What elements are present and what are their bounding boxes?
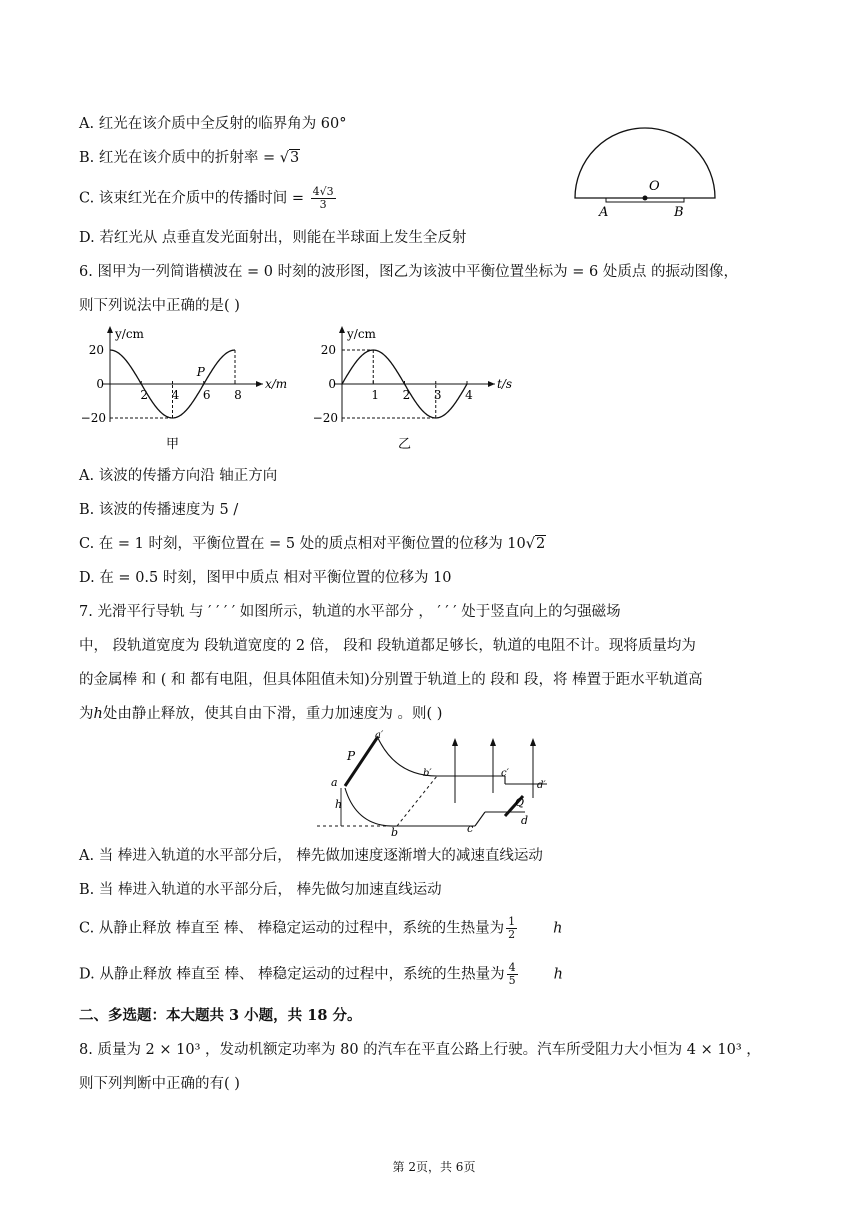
q6-stem-line1: 6. 图甲为一列简谐横波在 = 0 时刻的波形图，图乙为该波中平衡位置坐标为 = 6 处质点 的振动图像， [79, 264, 738, 280]
fraction-numerator: 4 [508, 961, 516, 974]
y-axis-arrow [107, 326, 113, 333]
q5-option-c-prefix: C. 该束红光在介质中的传播时间 [79, 190, 292, 207]
label-h: h [335, 798, 343, 811]
point-p-label: P [196, 365, 205, 379]
q7-stem-line2: 中， 段轨道宽度为 段轨道宽度的 2 倍， 段和 段轨道都足够长，轨道的电阻不计。现将质量均为 [79, 638, 696, 654]
q7-option-d-h: h [553, 966, 563, 983]
label-b: b [391, 826, 399, 839]
y-tick-label: 0 [96, 377, 104, 391]
dashed-b-bprime [397, 776, 437, 826]
x-tick-label: 4 [171, 388, 180, 402]
y-tick-label: 20 [320, 343, 336, 357]
q5-option-c-eq: = [291, 190, 309, 207]
y-axis-label: y/cm [115, 327, 144, 341]
label-a: A [599, 205, 609, 220]
q7-option-d [79, 962, 563, 987]
x-axis-arrow [488, 381, 495, 387]
x-tick-label: 1 [371, 388, 380, 402]
section-heading: 二、多选题：本大题共 3 小题，共 18 分。 [79, 1007, 362, 1024]
wave-graph-jia [80, 322, 295, 452]
label-a-prime: a′ [375, 730, 384, 741]
rail-figure [315, 728, 555, 840]
page-number: 第 2页，共 6页 [392, 1160, 476, 1174]
fraction-denominator: 5 [508, 974, 516, 987]
q5-option-b-prefix: B. 红光在该介质中的折射率 [79, 150, 263, 166]
q7-line4-pre: 为 [79, 706, 94, 722]
q7-stem-line3: 的金属棒 和 ( 和 都有电阻，但具体阻值未知)分别置于轨道上的 段和 段，将 棒置于距水平轨道高 [79, 672, 703, 688]
q7-option-c-fraction [506, 916, 517, 941]
q7-stem-line1: 7. 光滑平行导轨 与 ′ ′ ′ ′ 如图所示，轨道的水平部分 ， ′ ′ ′ 处于竖直向上的匀强磁场 [79, 604, 621, 620]
q6-option-d: D. 在 = 0.5 时刻，图甲中质点 相对平衡位置的位移为 10 [79, 570, 452, 586]
rail-lower-step [475, 812, 485, 826]
q7-option-c-prefix: C. 从静止释放 棒直至 棒、 棒稳定运动的过程中，系统的生热量为 [79, 920, 505, 937]
q6-option-b: B. 该波的传播速度为 5 / [79, 502, 239, 518]
q5-option-b-value: 3 [290, 150, 300, 166]
q6-option-a: A. 该波的传播方向沿 轴正方向 [79, 468, 278, 484]
fraction-denominator: 3 [319, 198, 327, 211]
q6-option-c-sqrt: 2 [536, 536, 546, 552]
q5-option-b: B. 红光在该介质中的折射率 = √3 [79, 150, 300, 166]
q6-stem-line2: 则下列说法中正确的是( ) [79, 298, 240, 314]
y-axis-arrow [339, 326, 345, 333]
label-c-prime: c′ [501, 768, 509, 779]
label-a-bottom: a [331, 776, 338, 789]
q7-option-a: A. 当 棒进入轨道的水平部分后， 棒先做加速度逐渐增大的减速直线运动 [79, 848, 543, 864]
label-o: O [649, 179, 660, 194]
q7-line4-post: 处由静止释放，使其自由下滑，重力加速度为 。则( ) [102, 706, 443, 722]
x-tick-label: 6 [202, 388, 211, 402]
label-b: B [674, 205, 684, 220]
q5-option-a: A. 红光在该介质中全反射的临界角为 60° [79, 116, 347, 132]
y-tick-label: 20 [88, 343, 104, 357]
q7-option-d-fraction [507, 962, 518, 987]
center-point [643, 196, 648, 201]
q5-option-c [79, 186, 338, 211]
vibration-graph-yi [312, 322, 527, 452]
x-axis-label: t/s [497, 377, 513, 391]
q7-option-c-h: h [553, 920, 563, 937]
chart-caption: 乙 [397, 437, 412, 452]
q7-stem-line4 [79, 704, 442, 724]
y-tick-label: 0 [328, 377, 336, 391]
q7-line4-h: h [93, 706, 103, 722]
q5-option-d: D. 若红光从 点垂直发光面射出，则能在半球面上发生全反射 [79, 230, 467, 246]
q6-option-c-prefix: C. 在 = 1 时刻，平衡位置在 = 5 处的质点相对平衡位置的位移为 10 [79, 536, 526, 552]
label-q: Q [515, 796, 525, 809]
x-axis-arrow [256, 381, 263, 387]
q5-option-b-eq: = [262, 150, 280, 166]
q7-option-d-prefix: D. 从静止释放 棒直至 棒、 棒稳定运动的过程中，系统的生热量为 [79, 966, 505, 983]
x-tick-label: 3 [433, 388, 442, 402]
y-tick-label: −20 [80, 411, 106, 425]
x-tick-label: 4 [465, 388, 473, 402]
q7-option-c [79, 916, 562, 941]
label-d-prime: d′ [537, 780, 546, 791]
rail-curve-lower [345, 788, 397, 826]
x-axis-label: x/m [265, 377, 288, 391]
q5-option-c-fraction [311, 186, 336, 211]
fraction-denominator: 2 [508, 928, 516, 941]
label-b-prime: b′ [423, 768, 432, 779]
chart-caption: 甲 [165, 437, 180, 452]
q8-stem-line1: 8. 质量为 2 × 10³ ，发动机额定功率为 80 的汽车在平直公路上行驶。汽车所受阻力大小恒为 4 × 10³ ， [79, 1042, 761, 1058]
q6-option-c: C. 在 = 1 时刻，平衡位置在 = 5 处的质点相对平衡位置的位移为 10√2 [79, 536, 546, 552]
q8-stem-line2: 则下列判断中正确的有( ) [79, 1076, 240, 1092]
fraction-numerator: 4√3 [312, 185, 334, 198]
semicircle-outline [575, 128, 715, 198]
x-tick-label: 8 [234, 388, 242, 402]
x-tick-label: 2 [402, 388, 411, 402]
semicircle-figure [570, 120, 720, 225]
x-tick-label: 2 [140, 388, 149, 402]
q7-option-b: B. 当 棒进入轨道的水平部分后， 棒先做匀加速直线运动 [79, 882, 442, 898]
label-c: c [467, 822, 474, 835]
y-tick-label: −20 [312, 411, 338, 425]
label-d: d [521, 814, 529, 827]
fraction-numerator: 1 [508, 915, 516, 928]
y-axis-label: y/cm [347, 327, 376, 341]
magnetic-field-arrows [452, 738, 536, 803]
label-p: P [347, 749, 356, 763]
